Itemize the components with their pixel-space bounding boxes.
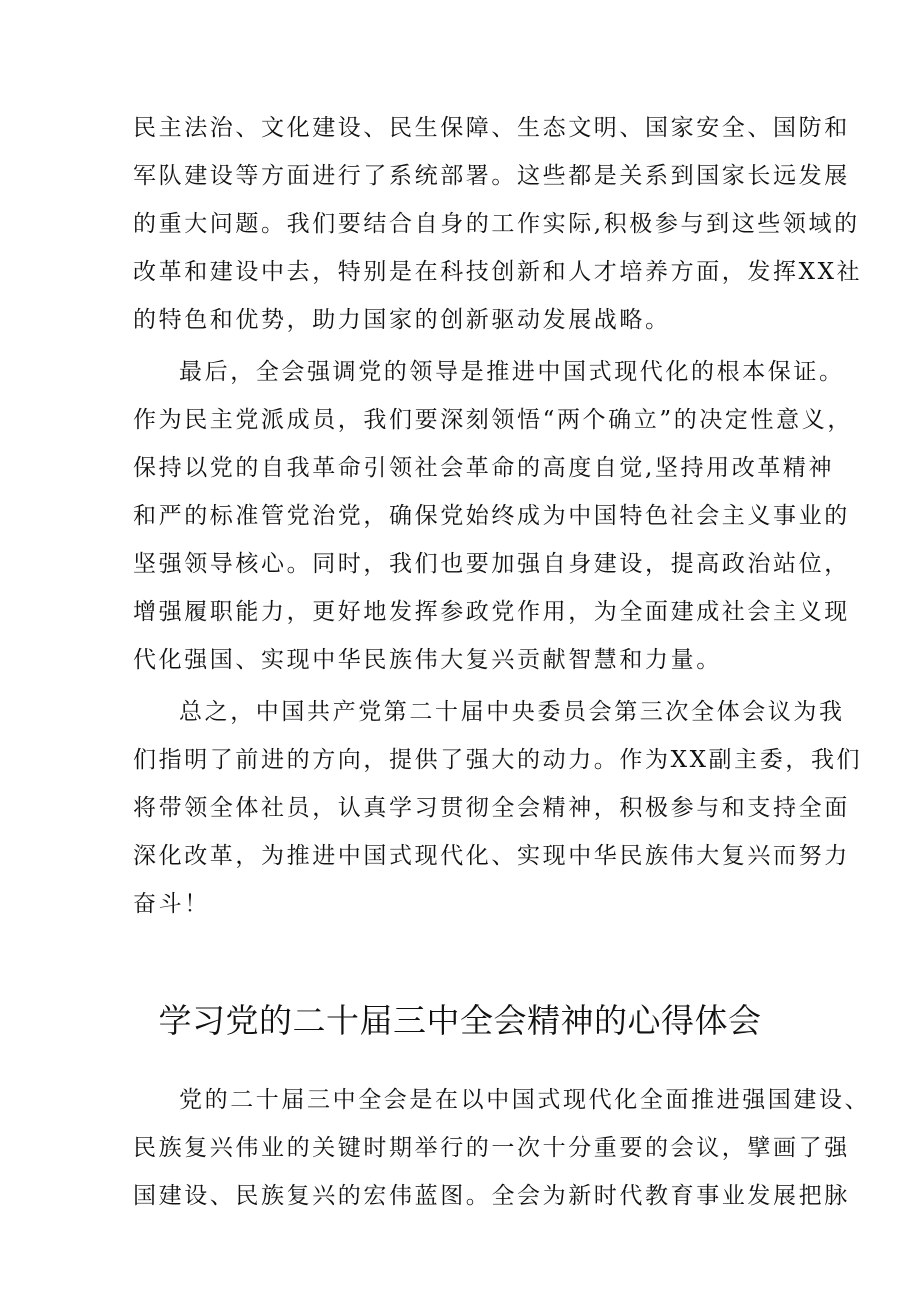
section-title: 学习党的二十届三中全会精神的心得体会 [158,1001,762,1040]
paragraph-1 [133,104,863,344]
paragraph-2 [133,348,853,684]
text-line: 代化强国、实现中华民族伟大复兴贡献智慧和力量。 [133,647,722,673]
text-line: 党的二十届三中全会是在以中国式现代化全面推进强国建设、 [179,1087,871,1113]
text-line: 作为民主党派成员，我们要深刻领悟“两个确立”的决定性意义， [133,407,853,433]
text-line: 国建设、民族复兴的宏伟蓝图。全会为新时代教育事业发展把脉 [133,1183,850,1209]
text-line: 深化改革，为推进中国式现代化、实现中华民族伟大复兴而努力 [133,843,850,869]
text-line: 增强履职能力，更好地发挥参政党作用，为全面建成社会主义现 [133,599,850,625]
text-line: 保持以党的自我革命引领社会革命的高度自觉,坚持用改革精神 [133,455,835,481]
paragraph-4 [133,1076,871,1220]
text-line: 和严的标准管党治党，确保党始终成为中国特色社会主义事业的 [133,503,850,529]
text-line: 奋斗！ [133,891,210,917]
text-line: 最后，全会强调党的领导是推进中国式现代化的根本保证。 [179,359,845,385]
text-line: 的重大问题。我们要结合自身的工作实际,积极参与到这些领域的 [133,211,860,237]
paragraph-3 [133,688,863,928]
text-line: 们指明了前进的方向，提供了强大的动力。作为XX副主委，我们 [133,747,863,773]
text-line: 军队建设等方面进行了系统部署。这些都是关系到国家长远发展 [133,163,850,189]
text-line: 民族复兴伟业的关键时期举行的一次十分重要的会议，擘画了强 [133,1135,850,1161]
text-line: 的特色和优势，助力国家的创新驱动发展战略。 [133,307,671,333]
text-line: 民主法治、文化建设、民生保障、生态文明、国家安全、国防和 [133,115,850,141]
text-line: 改革和建设中去，特别是在科技创新和人才培养方面，发挥XX社 [133,259,863,285]
text-line: 坚强领导核心。同时，我们也要加强自身建设，提高政治站位， [133,551,850,577]
text-line: 将带领全体社员，认真学习贯彻全会精神，积极参与和支持全面 [133,795,850,821]
text-line: 总之，中国共产党第二十届中央委员会第三次全体会议为我 [179,699,845,725]
